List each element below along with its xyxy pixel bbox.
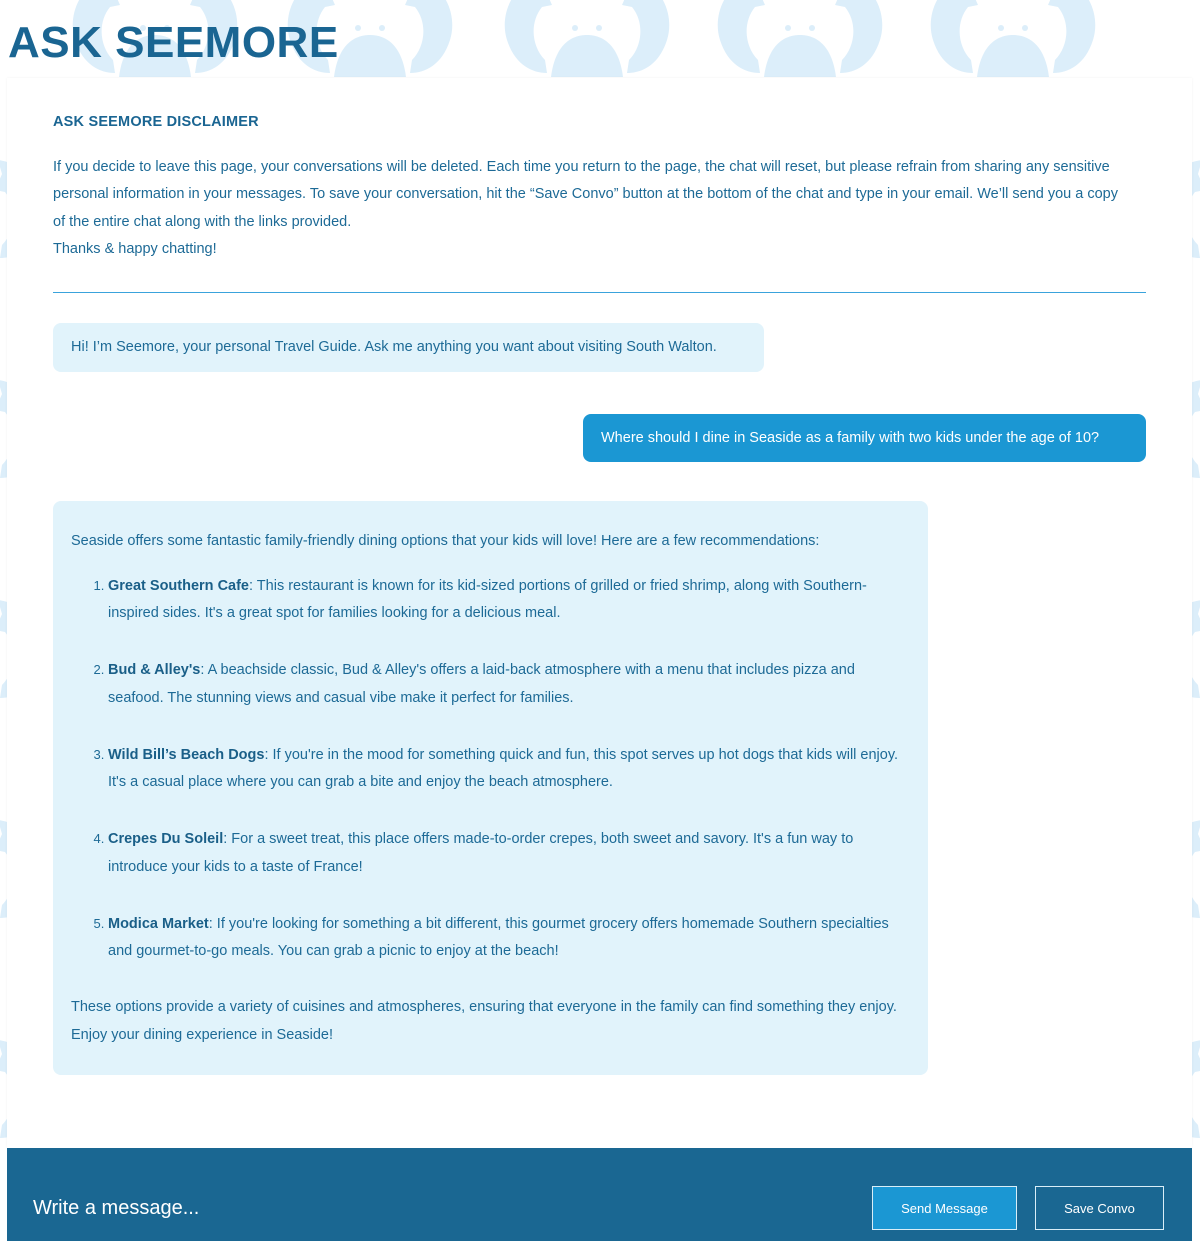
list-item	[108, 825, 910, 881]
disclaimer-signoff: Thanks & happy chatting!	[53, 240, 217, 257]
disclaimer-body	[53, 154, 1133, 263]
answer-intro: Seaside offers some fantastic family-friendly dining options that your kids will love! Here are a few recommendations:	[71, 533, 820, 549]
list-item	[108, 656, 910, 712]
page-header	[0, 0, 1200, 78]
user-message-text: Where should I dine in Seaside as a family with two kids under the age of 10?	[601, 430, 1100, 446]
restaurant-description: : A beachside classic, Bud & Alley's offers a laid-back atmosphere with a menu that includes pizza and seafood. The stunning views and casual vibe make it perfect for families.	[108, 662, 855, 706]
list-item	[108, 741, 910, 797]
bot-message	[53, 501, 928, 1075]
divider	[53, 292, 1146, 293]
bot-message-text: Hi! I’m Seemore, your personal Travel Guide. Ask me anything you want about visiting South Walton.	[71, 339, 717, 355]
disclaimer-text: If you decide to leave this page, your conversations will be deleted. Each time you return to the page, the chat will reset, but please refrain from sharing any sensitive personal information in your messages. To save your conversation, hit the “Save Convo” button at the bottom of the chat and type in your email. We’ll send you a copy of the entire chat along with the links provided.	[53, 159, 1118, 230]
recommendation-list	[71, 572, 910, 966]
restaurant-description: : If you're in the mood for something quick and fun, this spot serves up hot dogs that kids will enjoy. It's a casual place where you can grab a bite and enjoy the beach atmosphere.	[108, 746, 899, 790]
restaurant-name: Crepes Du Soleil	[108, 831, 224, 847]
list-item	[108, 572, 910, 628]
disclaimer-title: ASK SEEMORE DISCLAIMER	[53, 114, 259, 130]
bot-message	[53, 323, 764, 372]
user-message	[583, 414, 1146, 462]
restaurant-name: Bud & Alley's	[108, 662, 201, 678]
answer-outro: These options provide a variety of cuisines and atmospheres, ensuring that everyone in the family can find something they enjoy. Enjoy your dining experience in Seaside!	[71, 999, 897, 1043]
save-convo-button[interactable]: Save Convo	[1035, 1186, 1164, 1230]
send-message-button[interactable]: Send Message	[872, 1186, 1017, 1230]
restaurant-name: Modica Market	[108, 915, 209, 932]
list-item	[108, 910, 910, 966]
message-input[interactable]	[33, 1188, 793, 1228]
restaurant-description: : This restaurant is known for its kid-sized portions of grilled or fried shrimp, along with Southern-inspired sides. It's a great spot for families looking for a delicious meal.	[108, 577, 867, 621]
restaurant-name: Great Southern Cafe	[108, 577, 249, 594]
page-title: ASK SEEMORE	[8, 18, 339, 67]
restaurant-name: Wild Bill’s Beach Dogs	[108, 746, 265, 763]
message-composer	[7, 1148, 1192, 1241]
restaurant-description: : If you're looking for something a bit different, this gourmet grocery offers homemade Southern specialties and gourmet-to-go meals. You can grab a picnic to enjoy at the beach!	[108, 915, 889, 959]
restaurant-description: : For a sweet treat, this place offers made-to-order crepes, both sweet and savory. It's a fun way to introduce your kids to a taste of France!	[108, 831, 854, 875]
chat-panel	[7, 78, 1192, 1148]
